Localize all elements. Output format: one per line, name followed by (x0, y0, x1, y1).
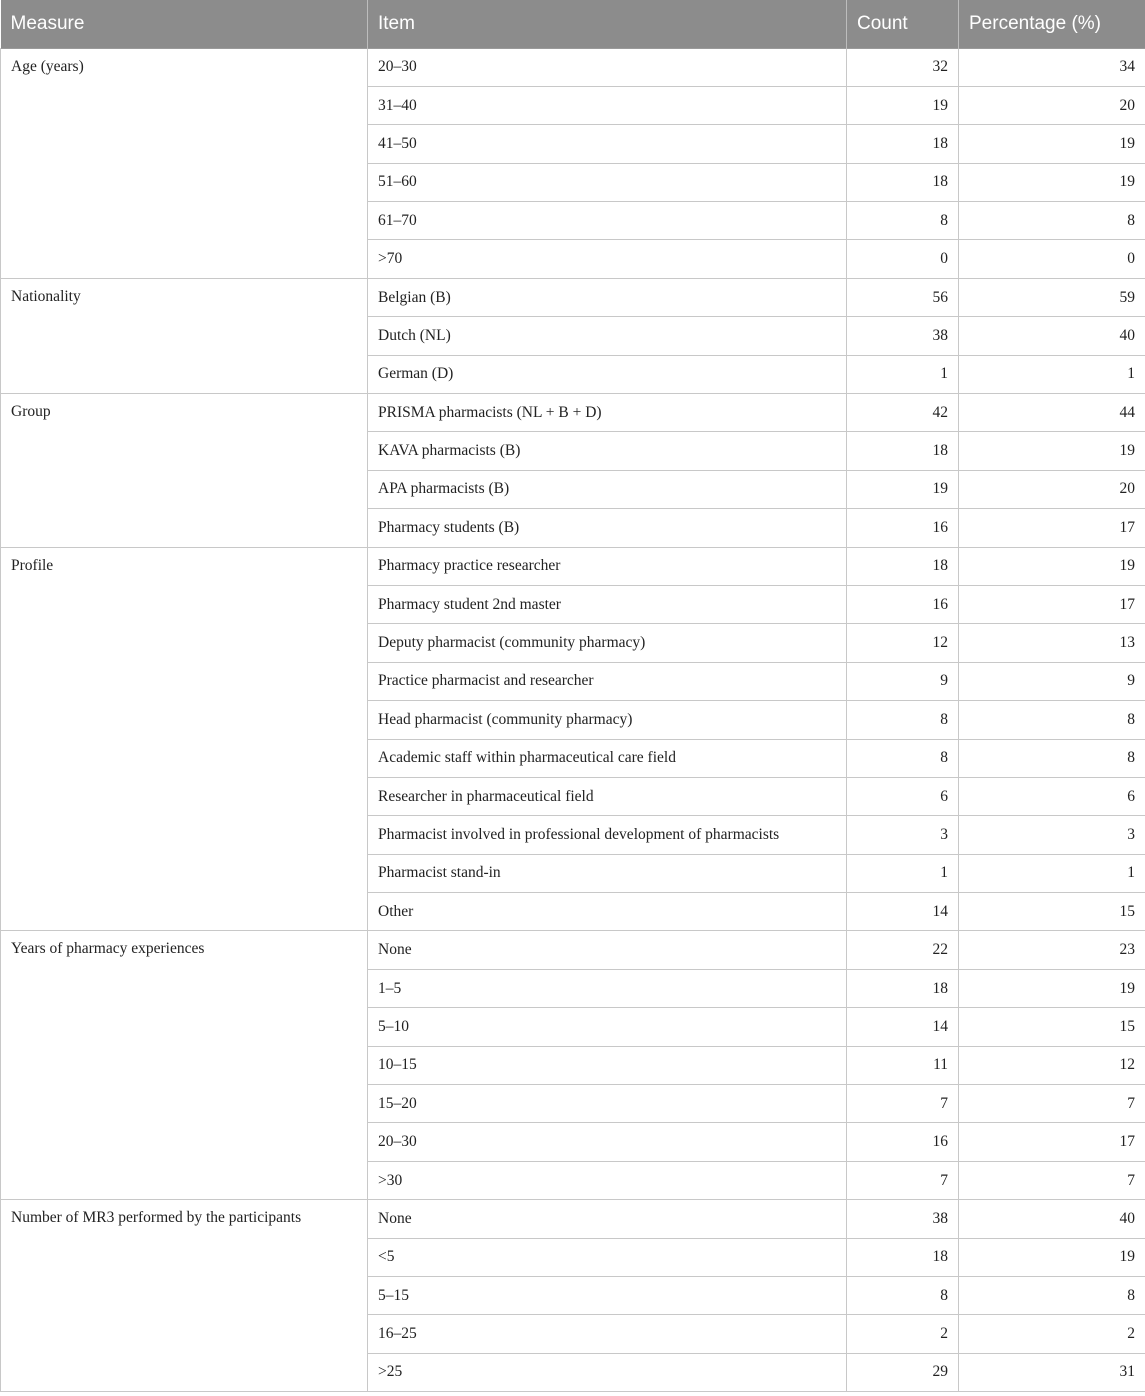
percentage-cell: 40 (959, 1200, 1145, 1238)
item-cell: Head pharmacist (community pharmacy) (368, 701, 847, 739)
count-cell: 7 (847, 1085, 959, 1123)
item-cell: 5–15 (368, 1277, 847, 1315)
percentage-cell: 19 (959, 1238, 1145, 1276)
count-cell: 6 (847, 777, 959, 815)
measure-cell: Nationality (1, 278, 368, 393)
count-cell: 1 (847, 355, 959, 393)
percentage-cell: 19 (959, 969, 1145, 1007)
measure-cell: Age (years) (1, 48, 368, 278)
item-cell: 5–10 (368, 1008, 847, 1046)
table-row (1, 394, 1145, 432)
percentage-cell: 12 (959, 1046, 1145, 1084)
item-cell: 1–5 (368, 969, 847, 1007)
item-cell: Researcher in pharmaceutical field (368, 777, 847, 815)
percentage-cell: 2 (959, 1315, 1145, 1353)
count-cell: 16 (847, 509, 959, 547)
item-cell: APA pharmacists (B) (368, 470, 847, 508)
item-cell: None (368, 931, 847, 969)
item-cell: Academic staff within pharmaceutical care field (368, 739, 847, 777)
percentage-cell: 20 (959, 86, 1145, 124)
item-cell: >25 (368, 1353, 847, 1391)
item-cell: 16–25 (368, 1315, 847, 1353)
table-row (1, 48, 1145, 86)
percentage-cell: 7 (959, 1161, 1145, 1199)
count-cell: 16 (847, 585, 959, 623)
percentage-cell: 59 (959, 278, 1145, 316)
table-row (1, 278, 1145, 316)
count-cell: 18 (847, 1238, 959, 1276)
measure-cell: Group (1, 394, 368, 548)
count-cell: 18 (847, 432, 959, 470)
item-cell: Pharmacist stand-in (368, 854, 847, 892)
table-row (1, 547, 1145, 585)
item-cell: 10–15 (368, 1046, 847, 1084)
item-cell: Pharmacy practice researcher (368, 547, 847, 585)
percentage-cell: 17 (959, 509, 1145, 547)
count-cell: 56 (847, 278, 959, 316)
percentage-cell: 19 (959, 125, 1145, 163)
count-cell: 7 (847, 1161, 959, 1199)
item-cell: Practice pharmacist and researcher (368, 662, 847, 700)
item-cell: None (368, 1200, 847, 1238)
count-cell: 19 (847, 470, 959, 508)
count-cell: 18 (847, 163, 959, 201)
percentage-cell: 19 (959, 432, 1145, 470)
table-row (1, 1200, 1145, 1238)
item-cell: 51–60 (368, 163, 847, 201)
percentage-cell: 20 (959, 470, 1145, 508)
count-cell: 8 (847, 1277, 959, 1315)
count-cell: 2 (847, 1315, 959, 1353)
percentage-cell: 0 (959, 240, 1145, 278)
percentage-cell: 8 (959, 202, 1145, 240)
count-cell: 14 (847, 1008, 959, 1046)
item-cell: Deputy pharmacist (community pharmacy) (368, 624, 847, 662)
item-cell: 61–70 (368, 202, 847, 240)
count-cell: 8 (847, 739, 959, 777)
percentage-cell: 8 (959, 701, 1145, 739)
item-cell: Pharmacist involved in professional development of pharmacists (368, 816, 847, 854)
item-cell: 31–40 (368, 86, 847, 124)
item-cell: 20–30 (368, 48, 847, 86)
percentage-cell: 8 (959, 1277, 1145, 1315)
table-row (1, 931, 1145, 969)
header-percentage: Percentage (%) (959, 0, 1145, 48)
count-cell: 11 (847, 1046, 959, 1084)
count-cell: 9 (847, 662, 959, 700)
percentage-cell: 1 (959, 355, 1145, 393)
header-row (1, 0, 1145, 48)
header-measure: Measure (1, 0, 368, 48)
percentage-cell: 40 (959, 317, 1145, 355)
percentage-cell: 34 (959, 48, 1145, 86)
percentage-cell: 15 (959, 1008, 1145, 1046)
count-cell: 19 (847, 86, 959, 124)
item-cell: <5 (368, 1238, 847, 1276)
count-cell: 42 (847, 394, 959, 432)
item-cell: 20–30 (368, 1123, 847, 1161)
count-cell: 14 (847, 893, 959, 931)
percentage-cell: 17 (959, 1123, 1145, 1161)
count-cell: 38 (847, 317, 959, 355)
percentage-cell: 19 (959, 163, 1145, 201)
measure-cell: Number of MR3 performed by the participants (1, 1200, 368, 1392)
item-cell: Pharmacy student 2nd master (368, 585, 847, 623)
percentage-cell: 13 (959, 624, 1145, 662)
count-cell: 32 (847, 48, 959, 86)
percentage-cell: 17 (959, 585, 1145, 623)
item-cell: >70 (368, 240, 847, 278)
item-cell: Other (368, 893, 847, 931)
header-item: Item (368, 0, 847, 48)
count-cell: 22 (847, 931, 959, 969)
count-cell: 29 (847, 1353, 959, 1391)
percentage-cell: 44 (959, 394, 1145, 432)
percentage-cell: 9 (959, 662, 1145, 700)
percentage-cell: 23 (959, 931, 1145, 969)
count-cell: 12 (847, 624, 959, 662)
count-cell: 3 (847, 816, 959, 854)
percentage-cell: 7 (959, 1085, 1145, 1123)
count-cell: 38 (847, 1200, 959, 1238)
item-cell: Dutch (NL) (368, 317, 847, 355)
percentage-cell: 8 (959, 739, 1145, 777)
percentage-cell: 1 (959, 854, 1145, 892)
percentage-cell: 3 (959, 816, 1145, 854)
item-cell: 15–20 (368, 1085, 847, 1123)
percentage-cell: 15 (959, 893, 1145, 931)
count-cell: 16 (847, 1123, 959, 1161)
count-cell: 8 (847, 701, 959, 739)
item-cell: PRISMA pharmacists (NL + B + D) (368, 394, 847, 432)
percentage-cell: 19 (959, 547, 1145, 585)
item-cell: >30 (368, 1161, 847, 1199)
measure-cell: Years of pharmacy experiences (1, 931, 368, 1200)
percentage-cell: 6 (959, 777, 1145, 815)
count-cell: 18 (847, 969, 959, 1007)
table-header (1, 0, 1145, 48)
count-cell: 18 (847, 547, 959, 585)
item-cell: Pharmacy students (B) (368, 509, 847, 547)
item-cell: KAVA pharmacists (B) (368, 432, 847, 470)
item-cell: Belgian (B) (368, 278, 847, 316)
count-cell: 18 (847, 125, 959, 163)
measure-cell: Profile (1, 547, 368, 931)
percentage-cell: 31 (959, 1353, 1145, 1391)
count-cell: 0 (847, 240, 959, 278)
header-count: Count (847, 0, 959, 48)
table-body (1, 48, 1145, 1392)
count-cell: 1 (847, 854, 959, 892)
item-cell: German (D) (368, 355, 847, 393)
count-cell: 8 (847, 202, 959, 240)
item-cell: 41–50 (368, 125, 847, 163)
